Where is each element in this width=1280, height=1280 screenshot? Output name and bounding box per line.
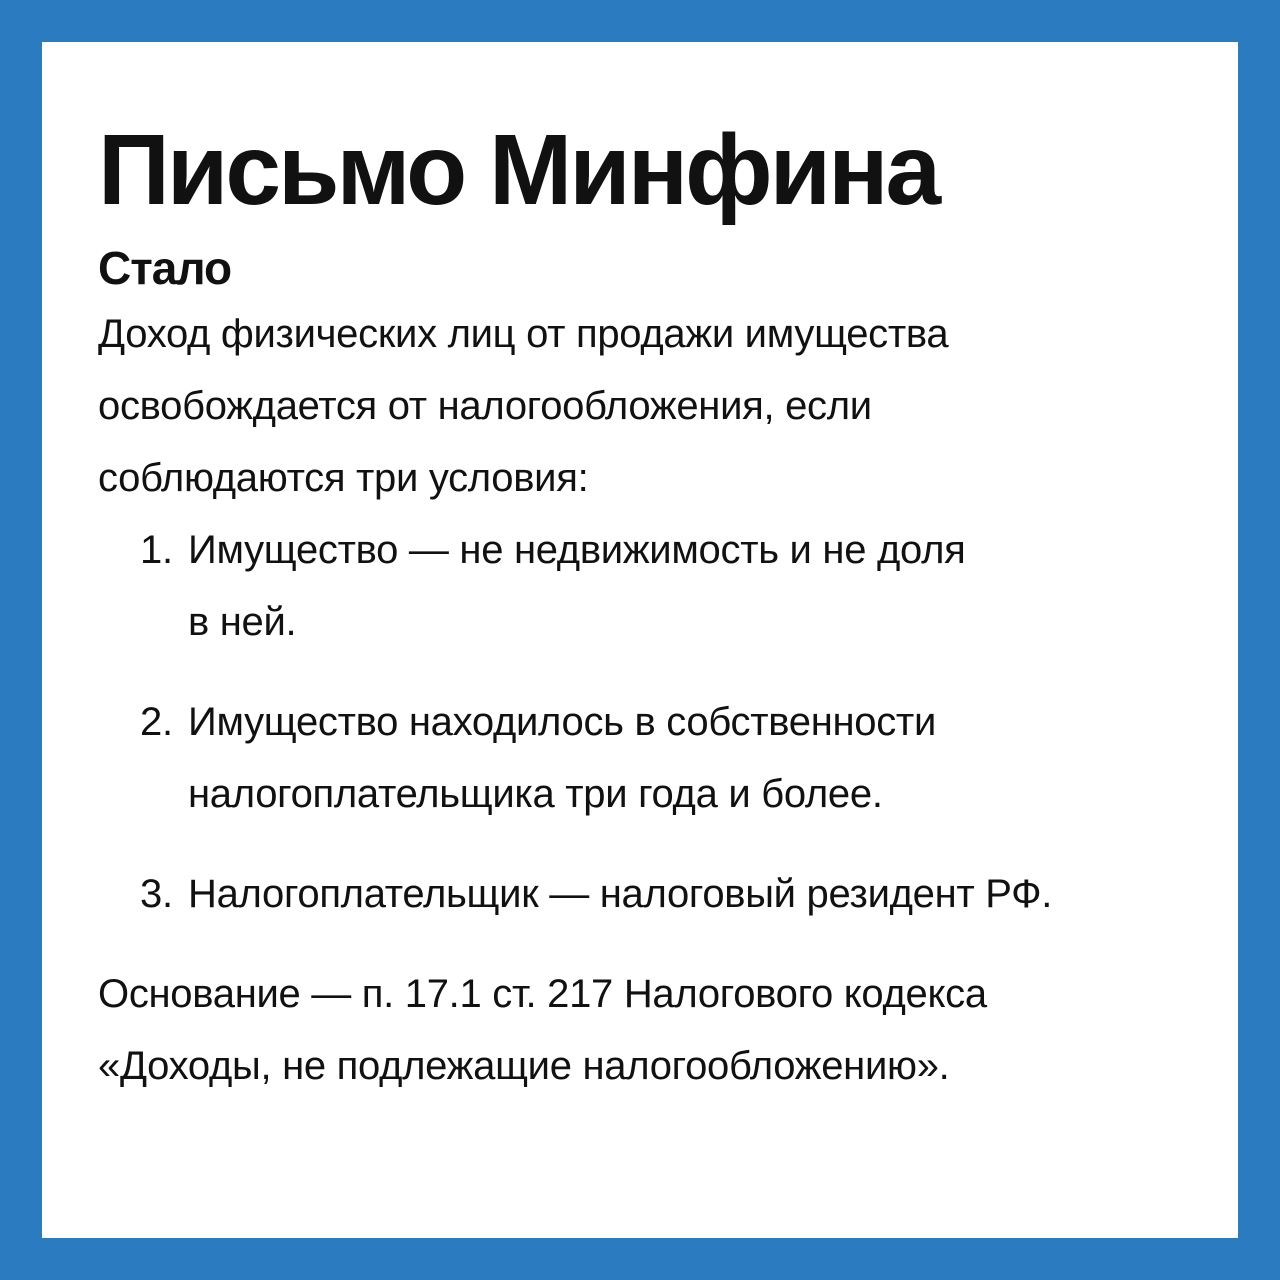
condition-line: Имущество — не недвижимость и не доля [188,528,966,572]
condition-item-1 [98,514,1218,658]
intro-line: освобождается от налогообложения, если [98,384,872,428]
condition-line: Имущество находилось в собственности [188,700,936,744]
intro-line: соблюдаются три условия: [98,456,589,500]
condition-item-2 [98,686,1218,830]
conditions-list [98,514,1218,930]
condition-line: Налогоплательщик — налоговый резидент РФ. [188,872,1053,916]
basis-line: Основание — п. 17.1 ст. 217 Налогового кодекса [98,972,987,1016]
basis-paragraph [98,958,1218,1102]
section-subtitle: Стало [98,242,232,294]
list-number: 3. [140,872,173,916]
page-title: Письмо Минфина [98,114,939,226]
condition-item-3 [98,858,1218,930]
intro-paragraph [98,298,1218,514]
document-content [98,110,1218,1102]
content-card [42,42,1238,1238]
condition-line: в ней. [188,600,297,644]
list-number: 1. [140,528,173,572]
intro-line: Доход физических лиц от продажи имущества [98,312,949,356]
list-number: 2. [140,700,173,744]
condition-line: налогоплательщика три года и более. [188,772,883,816]
basis-line: «Доходы, не подлежащие налогообложению». [98,1044,950,1088]
